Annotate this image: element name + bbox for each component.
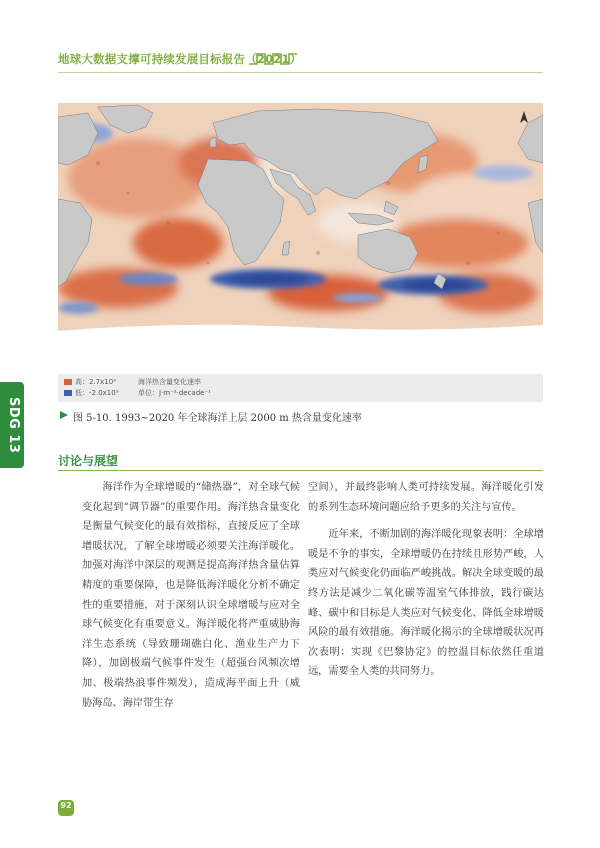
legend-title: 海洋热含量变化速率 <box>138 378 201 386</box>
header-decoration <box>249 52 299 66</box>
legend-high-label: 高：2.7x10⁹ <box>75 378 116 386</box>
map-legend <box>58 374 543 402</box>
sdg-side-tab-label: SDG 13 <box>6 396 21 454</box>
section-rule <box>58 470 543 471</box>
body-paragraph: 空间），并最终影响人类可持续发展。海洋暖化引发的系列生态环境问题应给予更多的关注与宣传。 <box>308 482 544 513</box>
legend-high-swatch <box>64 379 72 385</box>
section-title: 讨论与展望 <box>58 454 119 468</box>
caption-triangle-icon <box>60 411 68 419</box>
header-rule <box>58 72 543 73</box>
body-column-left <box>82 478 300 713</box>
legend-low-swatch <box>64 390 72 396</box>
figure-caption: 图 5-10. 1993~2020 年全球海洋上层 2000 m 热含量变化速率 <box>73 413 362 424</box>
legend-low-label: 低：-2.0x10⁹ <box>75 389 119 397</box>
legend-unit: 单位：J·m⁻²·decade⁻¹ <box>138 389 211 397</box>
ocean-heat-map <box>58 103 543 361</box>
antarctica <box>58 325 543 361</box>
body-column-right <box>308 478 544 682</box>
page-number: 92 <box>60 801 72 810</box>
body-paragraph: 海洋作为全球增暖的“储热器”，对全球气候变化起到“调节器”的重要作用。海洋热含量变化是衡量气候变化的最有效指标，直接反应了全球增暖状况，了解全球增暖必须要关注海洋暖化。加强对海洋中深层的观测是提高海洋热含量估算精度的重要保障，也是降低海洋暖化分析不确定性的重要措施，对于深刻认识全球增暖与应对全球气候变化有重要意义。海洋暖化将严重威胁海洋生态系统（导致珊瑚礁白化、渔业生产力下降），加剧极端气候事件发生（超强台风频次增加、极端热浪事件频发），造成海平面上升（威胁海岛、海岸带生存 <box>82 482 300 709</box>
report-header-title: 地球大数据支撑可持续发展目标报告（2021） <box>58 52 302 66</box>
body-paragraph: 近年来，不断加剧的海洋暖化现象表明：全球增暖是不争的事实，全球增暖仍在持续且形势严峻，人类应对气候变化仍面临严峻挑战。解决全球变暖的最终方法是减少二氧化碳等温室气体排放，践行碳达峰、碳中和目标是人类应对气候变化、降低全球增暖风险的最有效措施。海洋暖化揭示的全球增暖状况再次表明：实现《巴黎协定》的控温目标依然任重道远，需要全人类的共同努力。 <box>308 529 544 678</box>
